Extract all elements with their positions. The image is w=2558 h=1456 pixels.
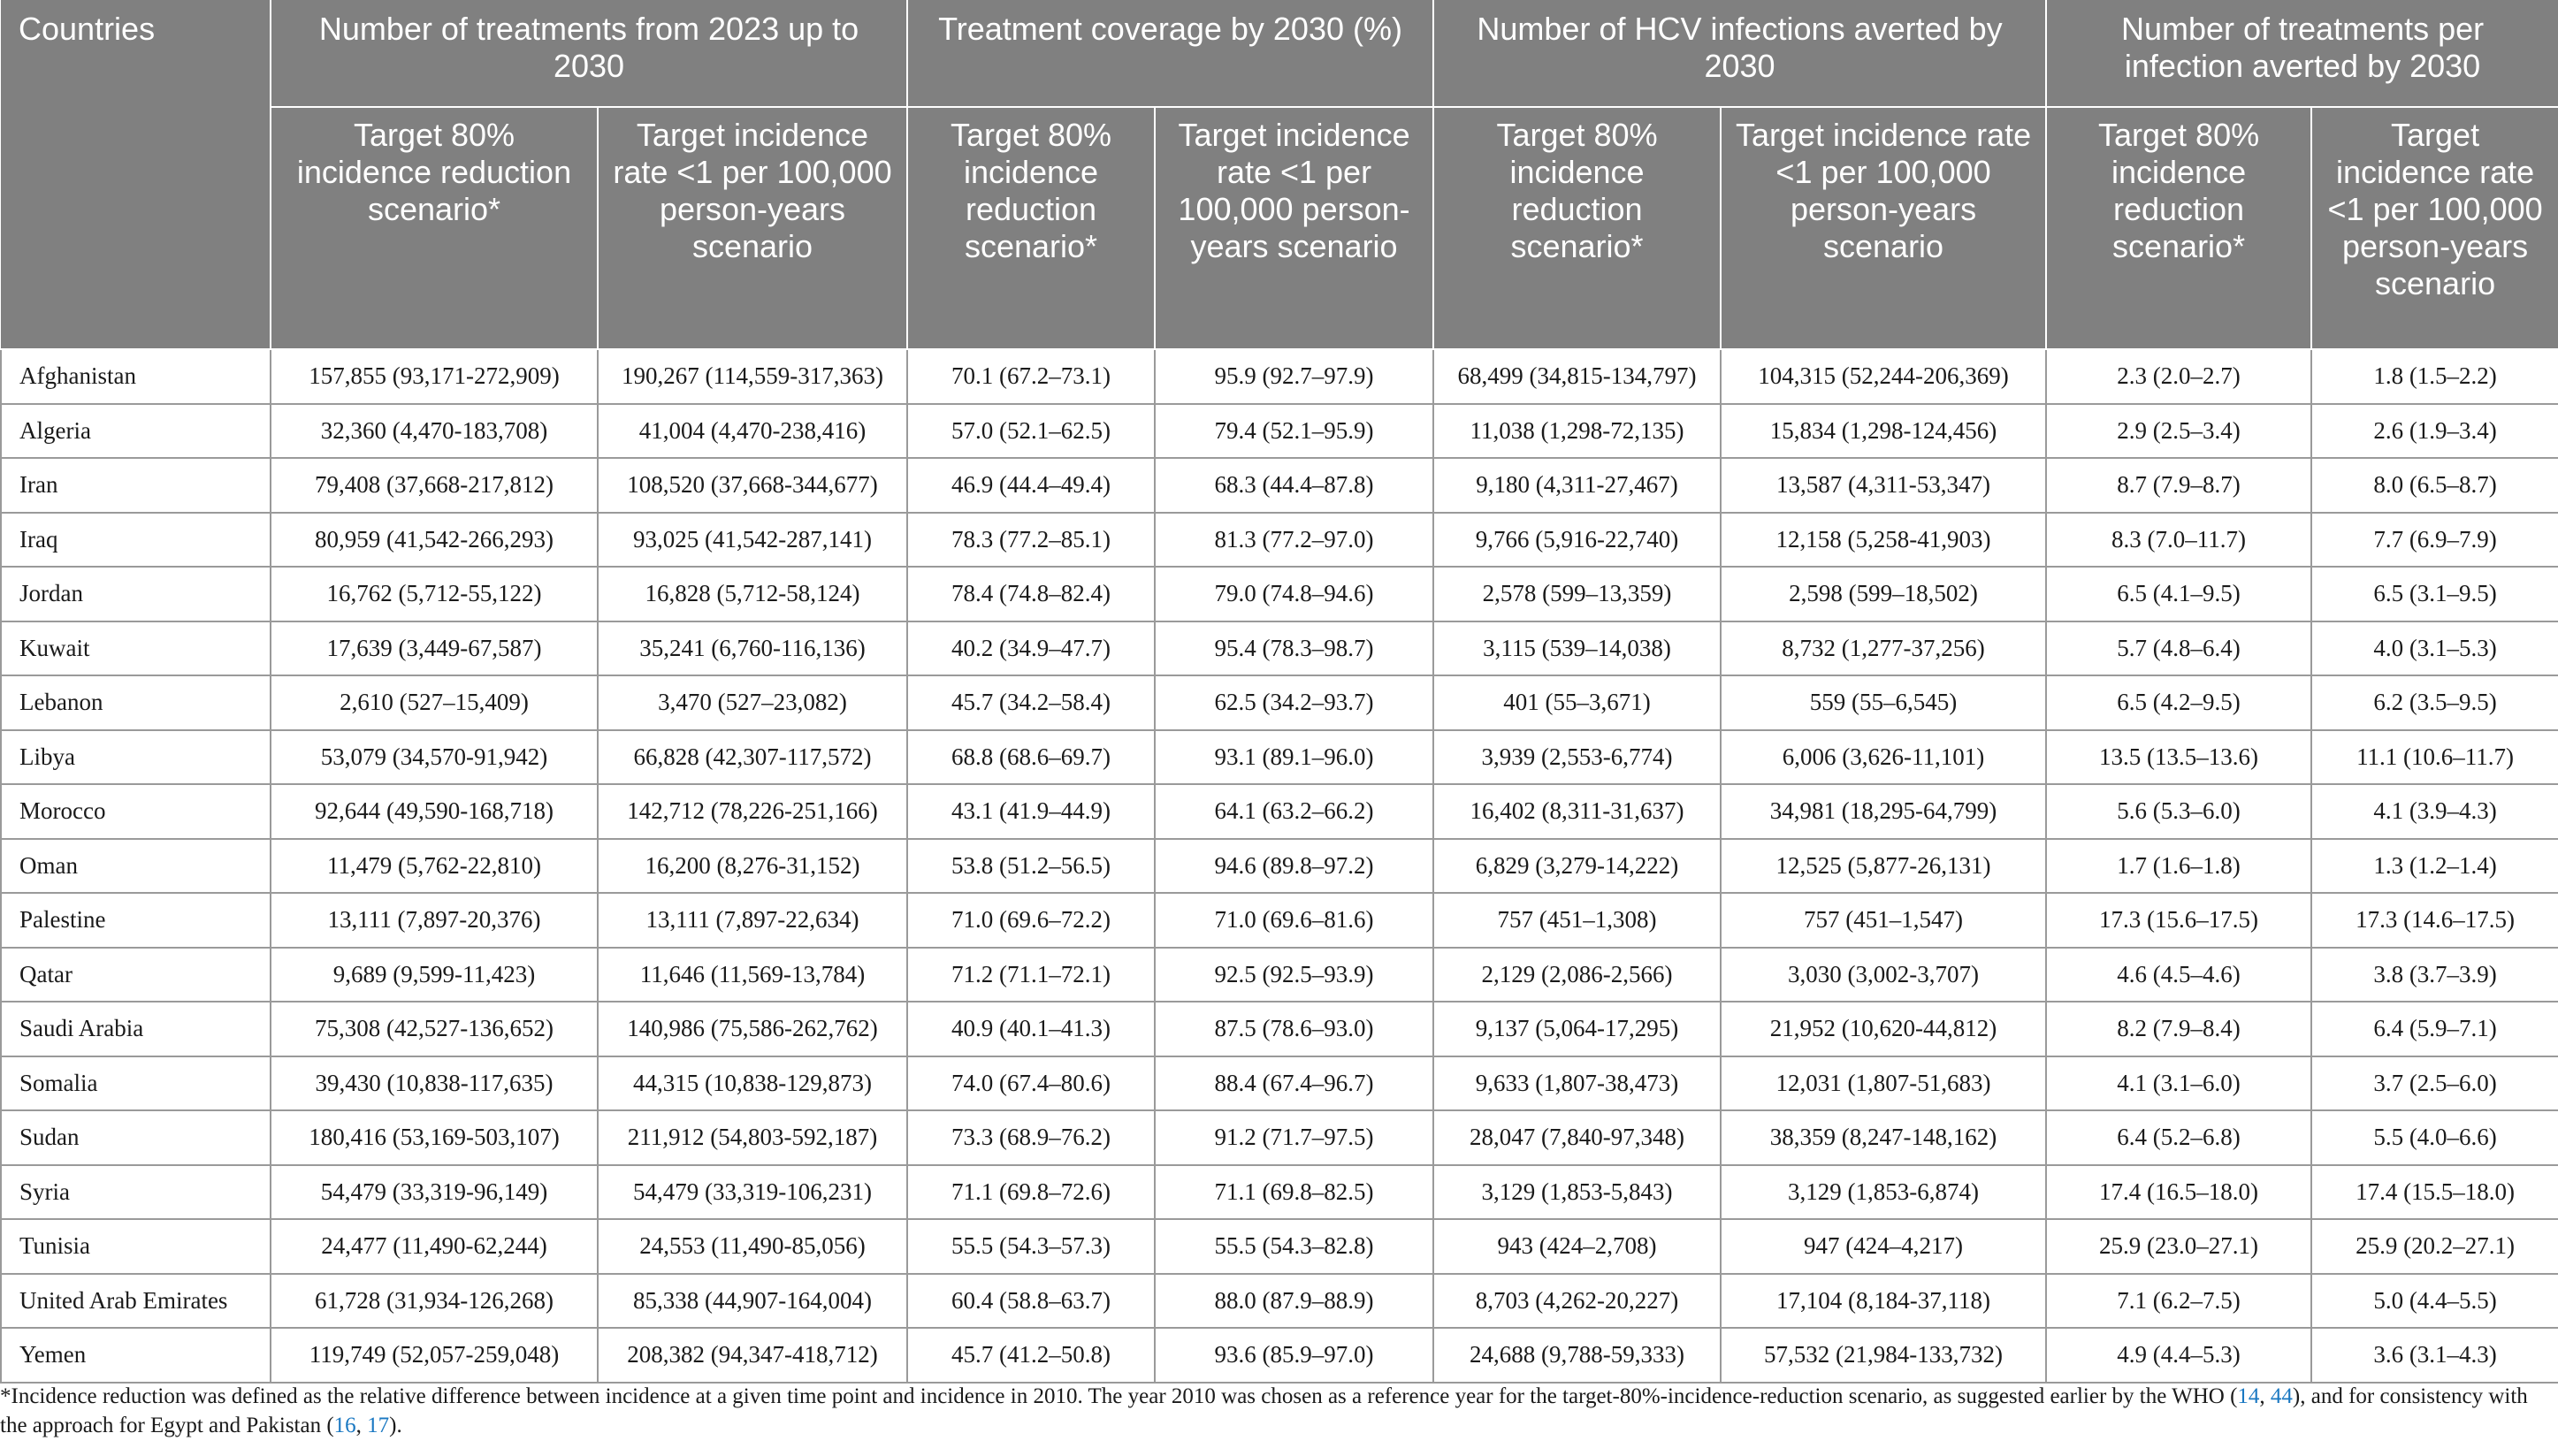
country-cell: Iran xyxy=(1,458,271,513)
averted-80pct-cell: 24,688 (9,788-59,333) xyxy=(1433,1328,1721,1383)
table-row xyxy=(1,893,2558,948)
footnote-separator: , xyxy=(355,1414,368,1437)
per-infection-incidence-cell: 17.4 (15.5–18.0) xyxy=(2311,1165,2558,1220)
country-cell: Algeria xyxy=(1,404,271,459)
treatments-incidence-cell: 16,200 (8,276-31,152) xyxy=(598,839,907,894)
per-infection-80pct-cell: 13.5 (13.5–13.6) xyxy=(2046,730,2311,785)
coverage-incidence-cell: 93.1 (89.1–96.0) xyxy=(1155,730,1433,785)
table-row xyxy=(1,513,2558,568)
averted-incidence-cell: 947 (424–4,217) xyxy=(1721,1219,2046,1274)
averted-incidence-cell: 12,525 (5,877-26,131) xyxy=(1721,839,2046,894)
averted-80pct-cell: 943 (424–2,708) xyxy=(1433,1219,1721,1274)
treatments-80pct-cell: 92,644 (49,590-168,718) xyxy=(271,784,598,839)
coverage-incidence-cell: 93.6 (85.9–97.0) xyxy=(1155,1328,1433,1383)
treatments-incidence-cell: 16,828 (5,712-58,124) xyxy=(598,567,907,621)
subheader-80pct-scenario: Target 80% incidence reduction scenario* xyxy=(271,107,598,349)
per-infection-80pct-cell: 5.6 (5.3–6.0) xyxy=(2046,784,2311,839)
table-row xyxy=(1,784,2558,839)
per-infection-80pct-cell: 7.1 (6.2–7.5) xyxy=(2046,1274,2311,1329)
country-cell: Libya xyxy=(1,730,271,785)
countries-header: Countries xyxy=(1,0,271,349)
table-row xyxy=(1,948,2558,1002)
table-row xyxy=(1,730,2558,785)
per-infection-incidence-cell: 1.3 (1.2–1.4) xyxy=(2311,839,2558,894)
coverage-incidence-cell: 55.5 (54.3–82.8) xyxy=(1155,1219,1433,1274)
averted-80pct-cell: 6,829 (3,279-14,222) xyxy=(1433,839,1721,894)
per-infection-incidence-cell: 7.7 (6.9–7.9) xyxy=(2311,513,2558,568)
subheader-incidence-scenario: Target incidence rate <1 per 100,000 person-years scenario xyxy=(1721,107,2046,349)
coverage-incidence-cell: 79.4 (52.1–95.9) xyxy=(1155,404,1433,459)
group-header-coverage: Treatment coverage by 2030 (%) xyxy=(907,0,1433,107)
averted-80pct-cell: 3,115 (539–14,038) xyxy=(1433,621,1721,676)
treatments-incidence-cell: 66,828 (42,307-117,572) xyxy=(598,730,907,785)
table-row xyxy=(1,567,2558,621)
averted-incidence-cell: 12,031 (1,807-51,683) xyxy=(1721,1056,2046,1111)
coverage-80pct-cell: 55.5 (54.3–57.3) xyxy=(907,1219,1155,1274)
averted-80pct-cell: 68,499 (34,815-134,797) xyxy=(1433,349,1721,404)
treatments-80pct-cell: 79,408 (37,668-217,812) xyxy=(271,458,598,513)
table-row xyxy=(1,1165,2558,1220)
subheader-80pct-scenario: Target 80% incidence reduction scenario* xyxy=(2046,107,2311,349)
treatments-80pct-cell: 17,639 (3,449-67,587) xyxy=(271,621,598,676)
country-cell: Somalia xyxy=(1,1056,271,1111)
country-cell: United Arab Emirates xyxy=(1,1274,271,1329)
treatments-80pct-cell: 61,728 (31,934-126,268) xyxy=(271,1274,598,1329)
coverage-incidence-cell: 88.4 (67.4–96.7) xyxy=(1155,1056,1433,1111)
per-infection-80pct-cell: 8.7 (7.9–8.7) xyxy=(2046,458,2311,513)
averted-incidence-cell: 15,834 (1,298-124,456) xyxy=(1721,404,2046,459)
averted-80pct-cell: 16,402 (8,311-31,637) xyxy=(1433,784,1721,839)
averted-80pct-cell: 2,129 (2,086-2,566) xyxy=(1433,948,1721,1002)
treatments-incidence-cell: 142,712 (78,226-251,166) xyxy=(598,784,907,839)
treatments-80pct-cell: 80,959 (41,542-266,293) xyxy=(271,513,598,568)
coverage-incidence-cell: 71.1 (69.8–82.5) xyxy=(1155,1165,1433,1220)
treatments-80pct-cell: 11,479 (5,762-22,810) xyxy=(271,839,598,894)
per-infection-incidence-cell: 3.7 (2.5–6.0) xyxy=(2311,1056,2558,1111)
averted-80pct-cell: 3,939 (2,553-6,774) xyxy=(1433,730,1721,785)
per-infection-80pct-cell: 4.1 (3.1–6.0) xyxy=(2046,1056,2311,1111)
averted-80pct-cell: 9,137 (5,064-17,295) xyxy=(1433,1002,1721,1056)
coverage-incidence-cell: 91.2 (71.7–97.5) xyxy=(1155,1110,1433,1165)
subheader-incidence-scenario: Target incidence rate <1 per 100,000 person-years scenario xyxy=(598,107,907,349)
country-cell: Jordan xyxy=(1,567,271,621)
per-infection-80pct-cell: 6.5 (4.1–9.5) xyxy=(2046,567,2311,621)
group-header-treatments-per-infection: Number of treatments per infection averted by 2030 xyxy=(2046,0,2558,107)
table-header xyxy=(1,0,2558,349)
averted-80pct-cell: 401 (55–3,671) xyxy=(1433,675,1721,730)
treatments-incidence-cell: 85,338 (44,907-164,004) xyxy=(598,1274,907,1329)
per-infection-80pct-cell: 25.9 (23.0–27.1) xyxy=(2046,1219,2311,1274)
per-infection-80pct-cell: 4.6 (4.5–4.6) xyxy=(2046,948,2311,1002)
per-infection-80pct-cell: 2.9 (2.5–3.4) xyxy=(2046,404,2311,459)
table-row xyxy=(1,1274,2558,1329)
per-infection-80pct-cell: 8.2 (7.9–8.4) xyxy=(2046,1002,2311,1056)
per-infection-incidence-cell: 3.6 (3.1–4.3) xyxy=(2311,1328,2558,1383)
averted-incidence-cell: 104,315 (52,244-206,369) xyxy=(1721,349,2046,404)
treatments-80pct-cell: 24,477 (11,490-62,244) xyxy=(271,1219,598,1274)
coverage-incidence-cell: 95.4 (78.3–98.7) xyxy=(1155,621,1433,676)
averted-80pct-cell: 9,766 (5,916-22,740) xyxy=(1433,513,1721,568)
per-infection-incidence-cell: 6.4 (5.9–7.1) xyxy=(2311,1002,2558,1056)
footnote-separator: , xyxy=(2259,1384,2271,1408)
table-body xyxy=(1,349,2558,1383)
footnote xyxy=(0,1382,2547,1440)
coverage-80pct-cell: 43.1 (41.9–44.9) xyxy=(907,784,1155,839)
country-cell: Oman xyxy=(1,839,271,894)
subheader-80pct-scenario: Target 80% incidence reduction scenario* xyxy=(1433,107,1721,349)
averted-incidence-cell: 3,030 (3,002-3,707) xyxy=(1721,948,2046,1002)
country-cell: Qatar xyxy=(1,948,271,1002)
coverage-80pct-cell: 53.8 (51.2–56.5) xyxy=(907,839,1155,894)
treatments-incidence-cell: 35,241 (6,760-116,136) xyxy=(598,621,907,676)
coverage-80pct-cell: 57.0 (52.1–62.5) xyxy=(907,404,1155,459)
coverage-incidence-cell: 88.0 (87.9–88.9) xyxy=(1155,1274,1433,1329)
per-infection-incidence-cell: 2.6 (1.9–3.4) xyxy=(2311,404,2558,459)
averted-incidence-cell: 6,006 (3,626-11,101) xyxy=(1721,730,2046,785)
table-row xyxy=(1,839,2558,894)
country-cell: Afghanistan xyxy=(1,349,271,404)
coverage-80pct-cell: 78.4 (74.8–82.4) xyxy=(907,567,1155,621)
subheader-incidence-scenario: Target incidence rate <1 per 100,000 person-years scenario xyxy=(2311,107,2558,349)
per-infection-incidence-cell: 4.1 (3.9–4.3) xyxy=(2311,784,2558,839)
treatments-80pct-cell: 180,416 (53,169-503,107) xyxy=(271,1110,598,1165)
per-infection-80pct-cell: 5.7 (4.8–6.4) xyxy=(2046,621,2311,676)
coverage-80pct-cell: 46.9 (44.4–49.4) xyxy=(907,458,1155,513)
treatments-80pct-cell: 9,689 (9,599-11,423) xyxy=(271,948,598,1002)
averted-incidence-cell: 2,598 (599–18,502) xyxy=(1721,567,2046,621)
group-header-treatments: Number of treatments from 2023 up to 2030 xyxy=(271,0,907,107)
treatments-80pct-cell: 13,111 (7,897-20,376) xyxy=(271,893,598,948)
coverage-incidence-cell: 68.3 (44.4–87.8) xyxy=(1155,458,1433,513)
treatments-incidence-cell: 54,479 (33,319-106,231) xyxy=(598,1165,907,1220)
coverage-80pct-cell: 78.3 (77.2–85.1) xyxy=(907,513,1155,568)
averted-incidence-cell: 13,587 (4,311-53,347) xyxy=(1721,458,2046,513)
coverage-80pct-cell: 70.1 (67.2–73.1) xyxy=(907,349,1155,404)
averted-incidence-cell: 8,732 (1,277-37,256) xyxy=(1721,621,2046,676)
country-cell: Lebanon xyxy=(1,675,271,730)
averted-80pct-cell: 2,578 (599–13,359) xyxy=(1433,567,1721,621)
treatments-80pct-cell: 39,430 (10,838-117,635) xyxy=(271,1056,598,1111)
treatments-80pct-cell: 32,360 (4,470-183,708) xyxy=(271,404,598,459)
footnote-text: ), and for consistency with the approach for Egypt and Pakistan ( xyxy=(0,1384,2528,1437)
per-infection-80pct-cell: 6.4 (5.2–6.8) xyxy=(2046,1110,2311,1165)
treatments-incidence-cell: 11,646 (11,569-13,784) xyxy=(598,948,907,1002)
coverage-incidence-cell: 92.5 (92.5–93.9) xyxy=(1155,948,1433,1002)
country-cell: Saudi Arabia xyxy=(1,1002,271,1056)
country-cell: Tunisia xyxy=(1,1219,271,1274)
averted-incidence-cell: 17,104 (8,184-37,118) xyxy=(1721,1274,2046,1329)
reference-link[interactable]: 17 xyxy=(367,1414,390,1437)
coverage-incidence-cell: 64.1 (63.2–66.2) xyxy=(1155,784,1433,839)
per-infection-80pct-cell: 4.9 (4.4–5.3) xyxy=(2046,1328,2311,1383)
treatments-incidence-cell: 140,986 (75,586-262,762) xyxy=(598,1002,907,1056)
table-row xyxy=(1,1056,2558,1111)
treatments-80pct-cell: 2,610 (527–15,409) xyxy=(271,675,598,730)
per-infection-80pct-cell: 17.3 (15.6–17.5) xyxy=(2046,893,2311,948)
treatments-incidence-cell: 211,912 (54,803-592,187) xyxy=(598,1110,907,1165)
country-cell: Kuwait xyxy=(1,621,271,676)
coverage-incidence-cell: 71.0 (69.6–81.6) xyxy=(1155,893,1433,948)
averted-incidence-cell: 38,359 (8,247-148,162) xyxy=(1721,1110,2046,1165)
table-row xyxy=(1,1328,2558,1383)
treatments-incidence-cell: 44,315 (10,838-129,873) xyxy=(598,1056,907,1111)
coverage-80pct-cell: 60.4 (58.8–63.7) xyxy=(907,1274,1155,1329)
country-cell: Palestine xyxy=(1,893,271,948)
coverage-80pct-cell: 68.8 (68.6–69.7) xyxy=(907,730,1155,785)
coverage-80pct-cell: 71.1 (69.8–72.6) xyxy=(907,1165,1155,1220)
averted-incidence-cell: 21,952 (10,620-44,812) xyxy=(1721,1002,2046,1056)
coverage-80pct-cell: 45.7 (41.2–50.8) xyxy=(907,1328,1155,1383)
per-infection-80pct-cell: 8.3 (7.0–11.7) xyxy=(2046,513,2311,568)
treatments-incidence-cell: 93,025 (41,542-287,141) xyxy=(598,513,907,568)
country-cell: Yemen xyxy=(1,1328,271,1383)
footnote-text: ). xyxy=(389,1414,402,1437)
subheader-incidence-scenario: Target incidence rate <1 per 100,000 person-years scenario xyxy=(1155,107,1433,349)
table-row xyxy=(1,1002,2558,1056)
table-row xyxy=(1,404,2558,459)
treatments-80pct-cell: 119,749 (52,057-259,048) xyxy=(271,1328,598,1383)
per-infection-incidence-cell: 25.9 (20.2–27.1) xyxy=(2311,1219,2558,1274)
coverage-80pct-cell: 40.9 (40.1–41.3) xyxy=(907,1002,1155,1056)
country-cell: Sudan xyxy=(1,1110,271,1165)
treatments-incidence-cell: 3,470 (527–23,082) xyxy=(598,675,907,730)
coverage-incidence-cell: 94.6 (89.8–97.2) xyxy=(1155,839,1433,894)
per-infection-80pct-cell: 2.3 (2.0–2.7) xyxy=(2046,349,2311,404)
coverage-80pct-cell: 73.3 (68.9–76.2) xyxy=(907,1110,1155,1165)
averted-incidence-cell: 57,532 (21,984-133,732) xyxy=(1721,1328,2046,1383)
table-row xyxy=(1,349,2558,404)
country-cell: Iraq xyxy=(1,513,271,568)
per-infection-80pct-cell: 6.5 (4.2–9.5) xyxy=(2046,675,2311,730)
averted-incidence-cell: 757 (451–1,547) xyxy=(1721,893,2046,948)
averted-80pct-cell: 757 (451–1,308) xyxy=(1433,893,1721,948)
coverage-80pct-cell: 40.2 (34.9–47.7) xyxy=(907,621,1155,676)
per-infection-incidence-cell: 5.5 (4.0–6.6) xyxy=(2311,1110,2558,1165)
treatments-80pct-cell: 157,855 (93,171-272,909) xyxy=(271,349,598,404)
per-infection-incidence-cell: 1.8 (1.5–2.2) xyxy=(2311,349,2558,404)
per-infection-80pct-cell: 17.4 (16.5–18.0) xyxy=(2046,1165,2311,1220)
per-infection-80pct-cell: 1.7 (1.6–1.8) xyxy=(2046,839,2311,894)
averted-incidence-cell: 12,158 (5,258-41,903) xyxy=(1721,513,2046,568)
treatments-incidence-cell: 190,267 (114,559-317,363) xyxy=(598,349,907,404)
averted-incidence-cell: 34,981 (18,295-64,799) xyxy=(1721,784,2046,839)
treatments-incidence-cell: 208,382 (94,347-418,712) xyxy=(598,1328,907,1383)
treatments-incidence-cell: 24,553 (11,490-85,056) xyxy=(598,1219,907,1274)
averted-80pct-cell: 28,047 (7,840-97,348) xyxy=(1433,1110,1721,1165)
reference-link[interactable]: 44 xyxy=(2270,1384,2293,1408)
per-infection-incidence-cell: 8.0 (6.5–8.7) xyxy=(2311,458,2558,513)
treatments-80pct-cell: 75,308 (42,527-136,652) xyxy=(271,1002,598,1056)
coverage-incidence-cell: 95.9 (92.7–97.9) xyxy=(1155,349,1433,404)
footnote-text: *Incidence reduction was defined as the relative difference between incidence at a given time point and incidence in 2010. The year 2010 was chosen as a reference year for the target-80%-incidence-reduction scenario, as suggested earlier by the WHO ( xyxy=(0,1384,2238,1408)
reference-link[interactable]: 14 xyxy=(2237,1384,2260,1408)
per-infection-incidence-cell: 6.2 (3.5–9.5) xyxy=(2311,675,2558,730)
per-infection-incidence-cell: 5.0 (4.4–5.5) xyxy=(2311,1274,2558,1329)
table-row xyxy=(1,675,2558,730)
per-infection-incidence-cell: 11.1 (10.6–11.7) xyxy=(2311,730,2558,785)
coverage-incidence-cell: 81.3 (77.2–97.0) xyxy=(1155,513,1433,568)
coverage-incidence-cell: 79.0 (74.8–94.6) xyxy=(1155,567,1433,621)
coverage-80pct-cell: 45.7 (34.2–58.4) xyxy=(907,675,1155,730)
coverage-incidence-cell: 62.5 (34.2–93.7) xyxy=(1155,675,1433,730)
coverage-80pct-cell: 74.0 (67.4–80.6) xyxy=(907,1056,1155,1111)
per-infection-incidence-cell: 3.8 (3.7–3.9) xyxy=(2311,948,2558,1002)
table-row xyxy=(1,458,2558,513)
per-infection-incidence-cell: 6.5 (3.1–9.5) xyxy=(2311,567,2558,621)
averted-incidence-cell: 559 (55–6,545) xyxy=(1721,675,2046,730)
per-infection-incidence-cell: 17.3 (14.6–17.5) xyxy=(2311,893,2558,948)
averted-80pct-cell: 9,633 (1,807-38,473) xyxy=(1433,1056,1721,1111)
country-cell: Syria xyxy=(1,1165,271,1220)
subheader-80pct-scenario: Target 80% incidence reduction scenario* xyxy=(907,107,1155,349)
coverage-incidence-cell: 87.5 (78.6–93.0) xyxy=(1155,1002,1433,1056)
averted-incidence-cell: 3,129 (1,853-6,874) xyxy=(1721,1165,2046,1220)
averted-80pct-cell: 11,038 (1,298-72,135) xyxy=(1433,404,1721,459)
treatments-80pct-cell: 16,762 (5,712-55,122) xyxy=(271,567,598,621)
treatments-incidence-cell: 41,004 (4,470-238,416) xyxy=(598,404,907,459)
treatments-80pct-cell: 53,079 (34,570-91,942) xyxy=(271,730,598,785)
table-row xyxy=(1,1219,2558,1274)
table-row xyxy=(1,621,2558,676)
averted-80pct-cell: 8,703 (4,262-20,227) xyxy=(1433,1274,1721,1329)
per-infection-incidence-cell: 4.0 (3.1–5.3) xyxy=(2311,621,2558,676)
treatments-80pct-cell: 54,479 (33,319-96,149) xyxy=(271,1165,598,1220)
averted-80pct-cell: 3,129 (1,853-5,843) xyxy=(1433,1165,1721,1220)
coverage-80pct-cell: 71.2 (71.1–72.1) xyxy=(907,948,1155,1002)
reference-link[interactable]: 16 xyxy=(333,1414,356,1437)
group-header-infections-averted: Number of HCV infections averted by 2030 xyxy=(1433,0,2046,107)
averted-80pct-cell: 9,180 (4,311-27,467) xyxy=(1433,458,1721,513)
country-cell: Morocco xyxy=(1,784,271,839)
table-row xyxy=(1,1110,2558,1165)
treatments-incidence-cell: 108,520 (37,668-344,677) xyxy=(598,458,907,513)
coverage-80pct-cell: 71.0 (69.6–72.2) xyxy=(907,893,1155,948)
treatments-incidence-cell: 13,111 (7,897-22,634) xyxy=(598,893,907,948)
